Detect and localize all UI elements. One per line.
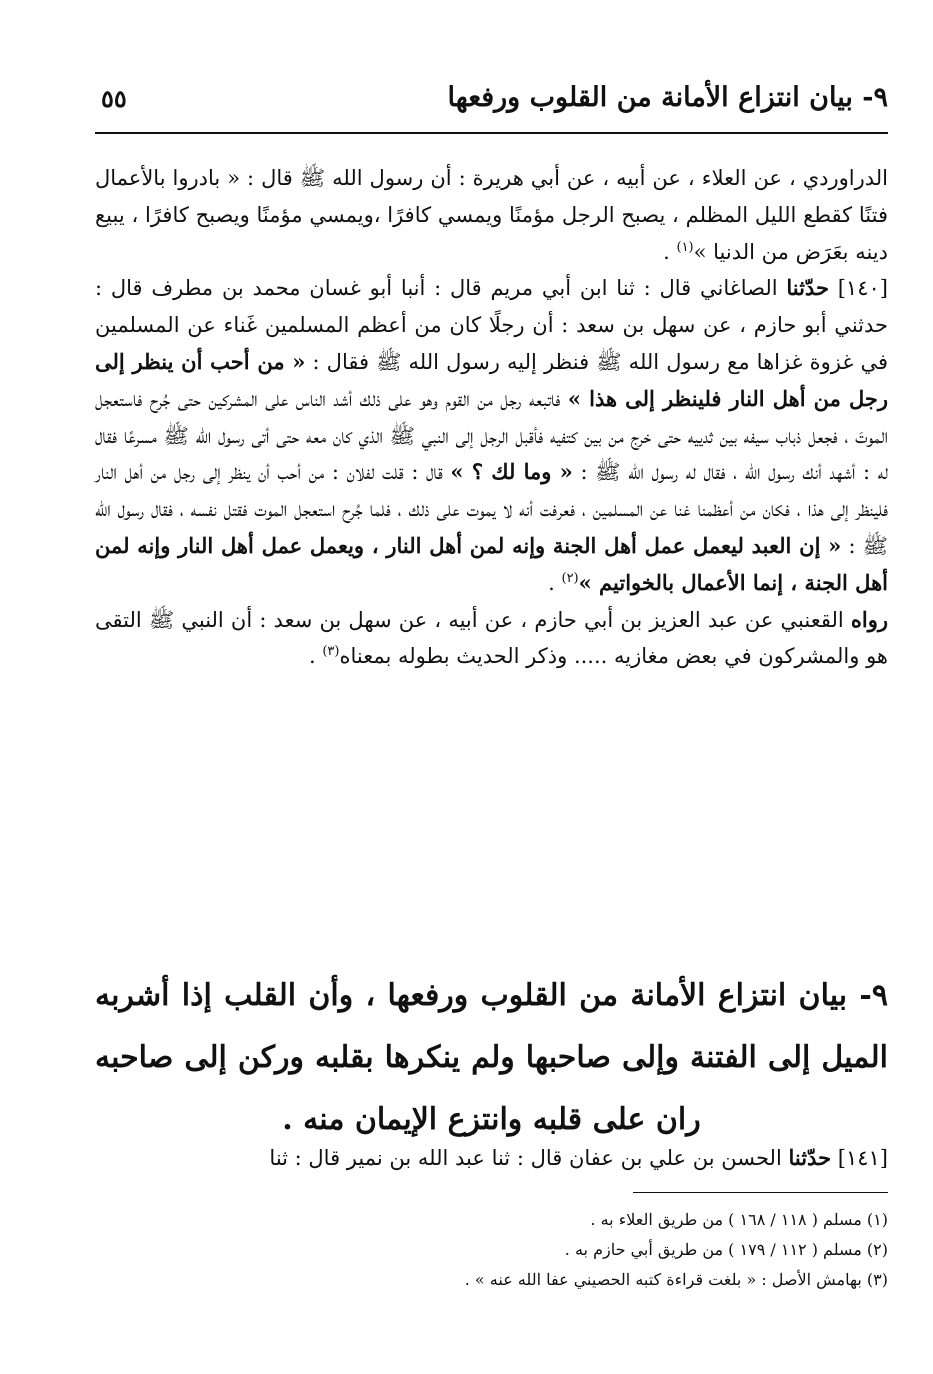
hadith-141 bbox=[95, 1140, 888, 1176]
footnote-ref-1: (١) bbox=[676, 239, 694, 255]
footnote-rule bbox=[633, 1192, 888, 1193]
continuation-text: الدراوردي ، عن العلاء ، عن أبيه ، عن أبي هريرة : أن رسول الله ﷺ قال : « بادروا بالأعمال فتنًا كقطع الليل المظلم ، يصبح الرجل مؤمنًا ويمسي كافرًا ،ويمسي مؤمنًا ويصبح كافرًا ، يبيع دينه بعَرَض من الدنيا » bbox=[95, 166, 888, 264]
page-header bbox=[95, 78, 888, 132]
header-rule bbox=[95, 132, 888, 134]
continuation-paragraph bbox=[95, 160, 888, 270]
narration-end: . bbox=[308, 644, 323, 669]
hadith-141-number: [١٤١] bbox=[837, 1146, 888, 1170]
hadith-140-part2: فاتبعه رجل من القوم وهو على ذلك أشد الناس على المشركين حتى جُرح فاستعجل الموتَ ، فجعل ذباب سيفه بين ثدييه حتى خرج من بين كتفيه فأقبل الرجل إلى النبي ﷺ الذي كان معه حتى أتى رسول الله ﷺ مسرعًا فقال له : أشهد أنك رسول الله ، فقال له رسول الله ﷺ : bbox=[95, 386, 888, 485]
hadith-141-text: الحسن بن علي بن عفان قال : ثنا عبد الله بن نمير قال : ثنا bbox=[269, 1146, 782, 1170]
hadith-140-number: [١٤٠] bbox=[837, 276, 888, 301]
hadith-140-part3: قال : قلت لفلان : من أحب أن ينظر إلى رجل من أهل النار فلينظر إلى هذا ، فكان من أعظمنا غنا عن المسلمين ، فعرفت أنه لا يموت على ذلك ، فلما جُرح استعجل الموت فقتل نفسه ، فقال رسول الله ﷺ : bbox=[95, 460, 889, 558]
hadith-140-quote1: « من أحب أن ينظر إلى رجل من أهل النار فلينظر إلى هذا » bbox=[95, 348, 888, 411]
body-text bbox=[95, 160, 888, 675]
narration-text: القعنبي عن عبد العزيز بن أبي حازم ، عن أبيه ، عن سهل بن سعد : أن النبي ﷺ التقى هو والمشركون في بعض مغازيه ..... وذكر الحديث بطوله بمعناه bbox=[95, 607, 888, 669]
narration-paragraph bbox=[95, 602, 888, 676]
hadith-140-quote3: « إن العبد ليعمل عمل أهل الجنة وإنه لمن أهل النار ، ويعمل عمل أهل النار وإنه لمن أهل الجنة ، إنما الأعمال بالخواتيم » bbox=[95, 532, 888, 595]
narration-lead: رواه bbox=[850, 606, 888, 632]
hadith-141-haddathana: حدّثنا bbox=[788, 1145, 832, 1170]
running-title: ٩- بيان انتزاع الأمانة من القلوب ورفعها bbox=[447, 82, 888, 113]
continuation-end: . bbox=[663, 239, 677, 264]
footnote-ref-3: (٣) bbox=[322, 644, 340, 660]
footnotes bbox=[95, 1205, 888, 1295]
footnote-3: (٣) بهامش الأصل : « بلغت قراءة كتبه الحصيني عفا الله عنه » . bbox=[464, 1270, 888, 1289]
chapter-heading: ٩- بيان انتزاع الأمانة من القلوب ورفعها ، وأن القلب إذا أشربه الميل إلى الفتنة وإلى صاحبها ولم ينكرها بقلبه وركن إلى صاحبه ران على قلبه وانتزع الإيمان منه . bbox=[95, 978, 888, 1137]
hadith-140 bbox=[95, 270, 888, 601]
hadith-140-quote2: « وما لك ؟ » bbox=[450, 459, 573, 485]
page-number: ٥٥ bbox=[101, 84, 127, 113]
hadith-140-haddathana: حدّثنا bbox=[786, 275, 829, 301]
footnote-1: (١) مسلم ( ١١٨ / ١٦٨ ) من طريق العلاء به . bbox=[590, 1210, 888, 1229]
footnote-2: (٢) مسلم ( ١١٢ / ١٧٩ ) من طريق أبي حازم به . bbox=[564, 1240, 888, 1259]
hadith-140-end: . bbox=[548, 570, 562, 595]
footnote-ref-2: (٢) bbox=[561, 570, 579, 586]
hadith-140-part1: الصاغاني قال : ثنا ابن أبي مريم قال : أنبا أبو غسان محمد بن مطرف قال : حدثني أبو حازم ، عن سهل بن سعد : أن رجلًا كان من أعظم المسلمين غَناء عن المسلمين في غزوة غزاها مع رسول الله ﷺ فنظر إليه رسول الله ﷺ فقال : bbox=[95, 276, 889, 374]
